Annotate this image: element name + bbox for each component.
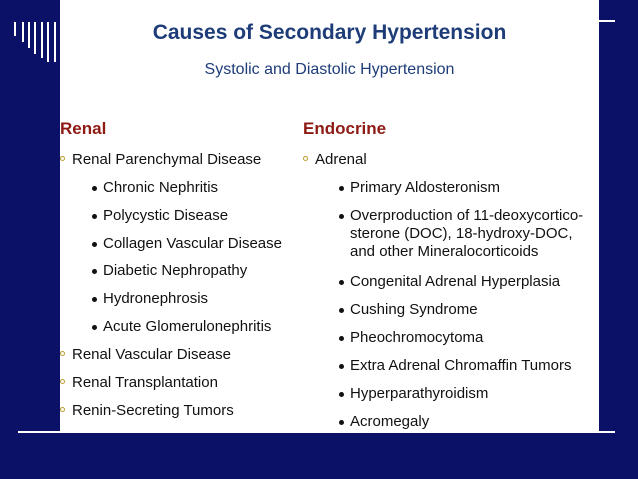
list-item: Polycystic Disease [92, 207, 228, 225]
bottom-divider [18, 431, 615, 433]
list-item: Renal Transplantation [60, 374, 218, 392]
list-item: Congenital Adrenal Hyperplasia [339, 273, 560, 291]
list-item: Renin-Secreting Tumors [60, 402, 234, 420]
list-item: Acromegaly [339, 413, 429, 431]
list-item: Primary Aldosteronism [339, 179, 500, 197]
slide-content [60, 0, 599, 431]
list-item [339, 207, 583, 261]
slide-subtitle: Systolic and Diastolic Hypertension [204, 61, 455, 78]
list-item: Renal Vascular Disease [60, 346, 231, 364]
list-item: Acute Glomerulonephritis [92, 318, 271, 336]
list-item: Adrenal [303, 151, 367, 169]
list-item: Cushing Syndrome [339, 301, 478, 319]
decorative-stripes [14, 22, 60, 62]
list-item-line: sterone (DOC), 18-hydroxy-DOC, [350, 225, 573, 242]
endocrine-heading: Endocrine [303, 119, 387, 138]
list-item: Hydronephrosis [92, 290, 208, 308]
list-item: Hyperparathyroidism [339, 385, 488, 403]
list-item: Extra Adrenal Chromaffin Tumors [339, 357, 571, 375]
list-item: Renal Parenchymal Disease [60, 151, 261, 169]
slide-title: Causes of Secondary Hypertension [152, 21, 507, 44]
list-item: Chronic Nephritis [92, 179, 218, 197]
list-item: Diabetic Nephropathy [92, 262, 247, 280]
list-item-line: Overproduction of 11-deoxycortico- [350, 207, 584, 224]
list-item: Collagen Vascular Disease [92, 235, 282, 253]
list-item: Pheochromocytoma [339, 329, 483, 347]
renal-heading: Renal [60, 119, 107, 138]
list-item-line: and other Mineralocorticoids [350, 243, 539, 260]
